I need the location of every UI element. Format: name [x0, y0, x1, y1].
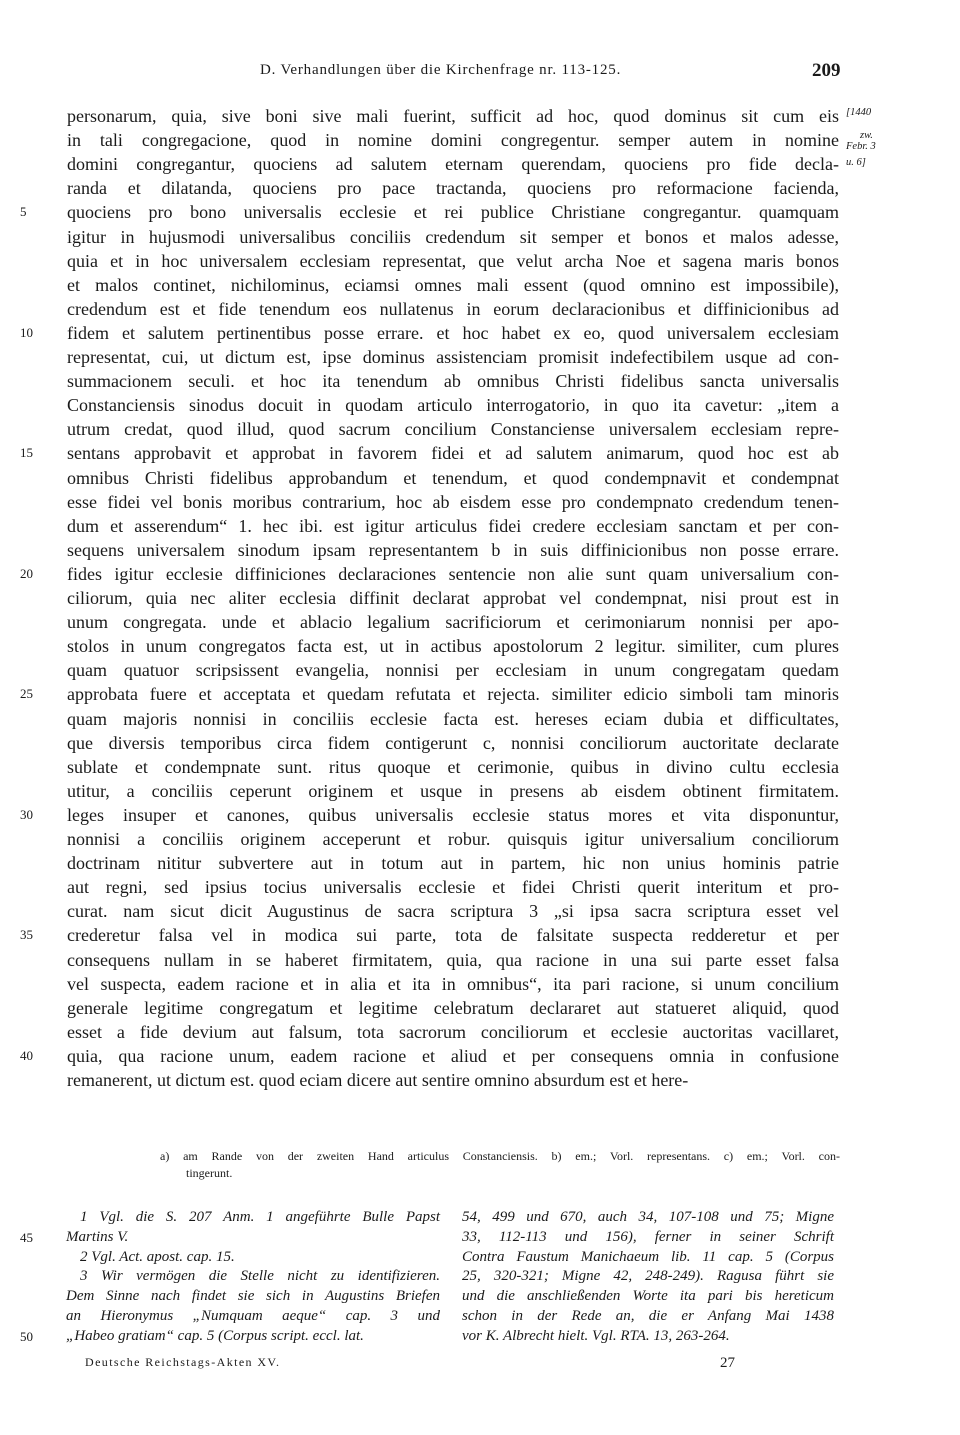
- text-line: igitur in hujusmodi universalibus conciliis credendum sit semper et bonos et malos adesse,: [67, 226, 839, 247]
- text-line: vel suspecta, eadem racione et in alia et ita in omnibus“, ita pari racione, si unum concilium: [67, 973, 839, 994]
- critical-apparatus: [160, 1148, 840, 1182]
- text-line: crederetur falsa vel in modica sui parte, tota de falsitate suspecta redderetur et per: [67, 925, 839, 946]
- line-number: 25: [20, 686, 33, 702]
- text-line: quociens pro bono universalis ecclesie et rei publice Christiane congregantur. quamquam: [67, 202, 839, 223]
- text-line: leges insuper et canones, quibus universalis ecclesie status mores et vita disponuntur,: [67, 804, 839, 825]
- footnote-line: 3 Wir vermögen die Stelle nicht zu identifizieren.: [80, 1268, 440, 1285]
- signature-line: Deutsche Reichstags-Akten XV.: [85, 1355, 281, 1369]
- line-number: 5: [20, 204, 27, 220]
- line-number: 40: [20, 1047, 33, 1063]
- text-line: representat, cui, ut dictum est, ipse dominus assistenciam promisit indefectibilem usque ad con-: [67, 347, 839, 367]
- text-line: randa et dilatanda, quociens pro pace tractanda, quociens pro reformacione facienda,: [67, 178, 839, 199]
- text-line: unum congregata. unde et ablacio legalium sacrificiorum et cerimoniarum nonnisi per apo-: [67, 612, 839, 633]
- line-number: 30: [20, 806, 33, 822]
- text-line: esset a fide devium aut falsum, tota sacrorum conciliorum et ecclesie auctoritas vacillaret,: [67, 1021, 839, 1042]
- footnote-line: und die anschließenden Worte ita pari bis hereticum: [462, 1288, 834, 1305]
- text-line: quam majoris nonnisi in conciliis ecclesie facta est. hereses eciam dubia et difficultates,: [67, 708, 839, 729]
- footnote-line: 2 Vgl. Act. apost. cap. 15.: [80, 1248, 235, 1265]
- footnote-line: an Hieronymus „Numquam aeque“ cap. 3 und: [66, 1307, 440, 1324]
- margin-date-note: u. 6]: [846, 157, 866, 168]
- text-line: fides igitur ecclesie diffiniciones declaraciones sentencie non alie sunt quam universalium con-: [67, 563, 839, 584]
- footnote-line: 1 Vgl. die S. 207 Anm. 1 angeführte Bulle Papst: [80, 1209, 440, 1225]
- footnote-line: 33, 112-113 und 156), ferner in seiner Schrift: [462, 1228, 834, 1245]
- running-head: D. Verhandlungen über die Kirchenfrage nr. 113-125.: [260, 62, 622, 78]
- footnote-line: 25, 320-321; Migne 42, 248-249). Ragusa führt sie: [462, 1268, 834, 1285]
- margin-date-note: [1440: [846, 107, 872, 118]
- text-line: stolos in unum congregatos facta est, ut in actibus apostolorum 2 legitur. similiter, cum plures: [67, 636, 839, 657]
- line-number: 15: [20, 445, 33, 461]
- sheet-number: 27: [720, 1355, 735, 1371]
- text-line: personarum, quia, sive boni sive mali fuerint, sufficit ad hoc, quod dominus sit cum eis: [67, 106, 839, 126]
- footnote-line: vor K. Albrecht hielt. Vgl. RTA. 13, 263-264.: [462, 1327, 730, 1344]
- text-line: omnibus Christi fidelibus approbandum et tenendum, et quod condempnavit et condempnat: [67, 467, 839, 488]
- text-line: nonnisi a conciliis originem acceperunt et robur. quisquis igitur universalium conciliorum: [67, 829, 839, 849]
- page-number: 209: [812, 60, 841, 81]
- footnote-line: schon in der Rede an, die er Anfang Mai 1438: [462, 1307, 834, 1324]
- text-line: in tali congregacione, quod in nomine domini congregentur. semper autem in nomine: [67, 130, 839, 151]
- line-number: 50: [20, 1328, 33, 1344]
- footnote-line: Contra Faustum Manichaeum lib. 11 cap. 5 (Corpus: [462, 1248, 834, 1265]
- text-line: quia et in hoc universalem ecclesiam representat, que velut archa Noe et sagena maris bonos: [67, 250, 839, 271]
- text-line: que diversis temporibus circa fidem contigerunt c, nonnisi conciliorum auctoritate declarate: [67, 732, 839, 753]
- footnote-line: Dem Sinne nach findet sie sich in Augustins Briefen: [66, 1288, 440, 1305]
- text-line: utitur, a conciliis ceperunt originem et usque in presens ab eisdem obtinent firmitatem.: [67, 780, 839, 801]
- text-line: quam quatuor scripsissent evangelia, nonnisi per ecclesiam in unum congregatam quedam: [67, 660, 839, 681]
- text-line: quia, qua racione unum, eadem racione et aliud et per consequens omnia in confusione: [67, 1045, 839, 1066]
- text-line: sequens universalem sinodum ipsam representantem b in suis diffinicionibus non posse errare.: [67, 539, 839, 560]
- footnote-line: Martins V.: [66, 1228, 129, 1245]
- line-number: 45: [20, 1229, 33, 1245]
- text-line: remanerent, ut dictum est. quod eciam dicere aut sentire omnino absurdum est et here-: [67, 1070, 689, 1090]
- text-line: consequens nullam in se haberet firmitatem, quia, qua racione in una sui parte esset falsa: [67, 949, 839, 970]
- text-line: approbata fuere et acceptata et quedam refutata et rejecta. similiter edicio simboli tam minoris: [67, 684, 839, 705]
- margin-date-note: zw.: [860, 130, 873, 141]
- footnotes-right-column: [462, 1208, 834, 1347]
- margin-date-note: Febr. 3: [846, 141, 876, 152]
- text-line: esse fidei vel bonis moribus contrarium, hoc ab eisdem esse pro condempnato credendum tenen-: [67, 491, 839, 512]
- line-number: 20: [20, 565, 33, 581]
- line-number: 35: [20, 927, 33, 943]
- text-line: dum et asserendum“ 1. hec ibi. est igitur articulus fidei credere ecclesiam sanctam et per con-: [67, 515, 839, 536]
- text-line: domini congregantur, quociens ad salutem eternam querendam, quociens pro fide decla-: [67, 154, 839, 175]
- apparatus-line: tingerunt.: [186, 1166, 233, 1180]
- text-line: credendum est et fide tenendum eos nullatenus in eorum declaracionibus et diffinicionibus ad: [67, 298, 839, 319]
- text-line: generale legitime congregatum et legitime celebratum declararet aut statueret aliquid, quod: [67, 997, 839, 1018]
- text-line: Constanciensis sinodus docuit in quodam articulo interrogatorio, in quo ita cavetur: „item a: [67, 395, 839, 416]
- text-line: doctrinam nititur subvertere aut in totum aut in partem, hic non unius hominis patrie: [67, 853, 839, 874]
- text-line: summacionem seculi. et hoc ita tenendum ab omnibus Christi fidelibus sancta universalis: [67, 371, 839, 392]
- text-line: utrum credat, quod illud, quod sacrum concilium Constanciense universalem ecclesiam repre-: [67, 419, 839, 440]
- line-number: 10: [20, 324, 33, 340]
- text-line: et malos continet, nichilominus, eciamsi omnes mali essent (quod omnino est impossibile),: [67, 274, 839, 295]
- footnote-line: 54, 499 und 670, auch 34, 107-108 und 75; Migne: [462, 1209, 834, 1225]
- text-line: ciliorum, quia nec aliter ecclesia diffinit declarat approbat vel condempnat, nisi prout est in: [67, 588, 839, 608]
- footnotes-left-column: [66, 1208, 440, 1347]
- text-line: fidem et salutem pertinentibus posse errare. et hoc habet ex eo, quod universalem ecclesiam: [67, 322, 839, 343]
- text-line: sentans approbavit et approbat in favorem fidei et ad salutem animarum, quod hoc est ab: [67, 443, 839, 464]
- apparatus-line: a) am Rande von der zweiten Hand articulus Constanciensis. b) em.; Vorl. representans. c) em.; Vorl. con-: [160, 1149, 840, 1163]
- text-line: sublate et condempnate sunt. ritus quoque et cerimonie, quibus in divino cultu ecclesia: [67, 756, 839, 777]
- text-line: aut regni, sed ipsius tocius universalis ecclesie et fidei Christi querit interitum et pro-: [67, 877, 839, 898]
- footnote-line: „Habeo gratiam“ cap. 5 (Corpus script. eccl. lat.: [66, 1327, 364, 1344]
- text-line: curat. nam sicut dicit Augustinus de sacra scriptura 3 „si ipsa sacra scriptura esset vel: [67, 901, 839, 922]
